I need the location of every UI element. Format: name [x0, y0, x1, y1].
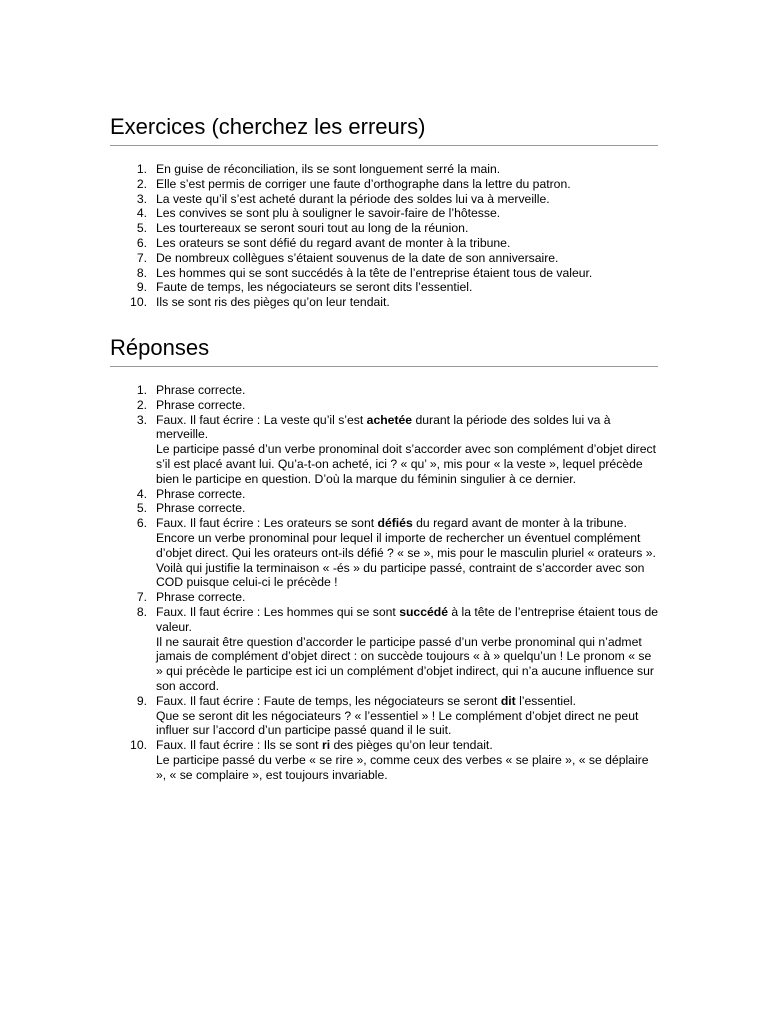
list-item — [110, 398, 658, 413]
list-item — [110, 295, 658, 310]
answers-title: Réponses — [110, 335, 210, 360]
answer-explanation: Il ne saurait être question d’accorder le participe passé d’un verbe pronominal qui n’admet jamais de complément d’objet direct : on succède toujours « à » quelqu’un ! Le pronom « se » qui précède le participe est ici un complément d’objet indirect, qui n’a aucune influence sur son accord. — [156, 634, 654, 693]
item-number: 7. — [136, 250, 147, 265]
corrected-word: ri — [321, 738, 331, 753]
corrected-word: succédé — [399, 604, 448, 619]
item-text: Les tourtereaux se seront souri tout au long de la réunion. — [156, 221, 469, 236]
exercises-title: Exercices (cherchez les erreurs) — [110, 114, 426, 139]
answer-explanation: Que se seront dit les négociateurs ? « l’essentiel » ! Le complément d’objet direct ne peut influer sur l’accord d’un participe passé quand il le suit. — [156, 708, 639, 738]
item-number: 8. — [136, 265, 147, 280]
list-item — [110, 487, 658, 502]
item-number: 10. — [130, 295, 147, 310]
item-number: 4. — [136, 206, 147, 221]
answer-explanation: Encore un verbe pronominal pour lequel il importe de rechercher un éventuel complément d’objet direct. Qui les orateurs ont-ils défié ? « se », mis pour le masculin pluriel « orateurs ». Voilà qui justifie la terminaison « -és » du participe passé, contraint de s’accorder avec son COD puisque celui-ci le précède ! — [156, 530, 656, 590]
correction-text: Faux. Il faut écrire : Faute de temps, les négociateurs se seront — [156, 693, 501, 708]
item-number: 2. — [136, 397, 147, 412]
item-number: 1. — [136, 383, 147, 397]
list-item — [110, 694, 658, 738]
item-number: 9. — [136, 693, 147, 708]
item-number: 9. — [136, 280, 147, 295]
item-number: 5. — [136, 501, 147, 516]
item-number: 2. — [136, 176, 147, 191]
corrected-word: achetée — [366, 412, 413, 427]
item-number: 10. — [130, 738, 147, 753]
answers-section — [110, 335, 658, 783]
corrected-word: défiés — [377, 516, 413, 531]
correction-text: Faux. Il faut écrire : Les orateurs se sont — [156, 516, 378, 531]
correction-text: du regard avant de monter à la tribune. — [412, 516, 627, 531]
list-item — [110, 383, 658, 398]
correction-text: Faux. Il faut écrire : Les hommes qui se sont — [156, 604, 400, 619]
list-item — [110, 516, 658, 590]
answer-line: Phrase correcte. — [156, 590, 246, 605]
list-item — [110, 192, 658, 207]
list-item — [110, 605, 658, 694]
item-number: 1. — [136, 162, 147, 176]
item-text: Les hommes qui se sont succédés à la tête de l’entreprise étaient tous de valeur. — [156, 265, 593, 280]
list-item — [110, 177, 658, 192]
title-divider — [110, 366, 658, 367]
item-text: En guise de réconciliation, ils se sont longuement serré la main. — [156, 162, 501, 176]
item-number: 7. — [136, 590, 147, 605]
item-text: Les orateurs se sont défié du regard avant de monter à la tribune. — [156, 235, 511, 250]
answer-line: Phrase correcte. — [156, 501, 246, 516]
answer-line: Phrase correcte. — [156, 383, 246, 397]
item-text: Ils se sont ris des pièges qu’on leur tendait. — [156, 295, 390, 310]
item-number: 3. — [136, 191, 147, 206]
answer-list — [110, 383, 658, 783]
list-item — [110, 501, 658, 516]
item-number: 6. — [136, 235, 147, 250]
list-item — [110, 162, 658, 177]
correction-text: l’essentiel. — [515, 693, 576, 708]
list-item — [110, 221, 658, 236]
correction-text: durant la période des soldes lui va à merveille. — [156, 412, 611, 442]
answer-explanation: Le participe passé d’un verbe pronominal doit s’accorder avec son complément d’objet direct s’il est placé avant lui. Qu’a-t-on acheté, ici ? « qu’ », mis pour « la veste », lequel précède bien le participe en question. D’où la marque du féminin singulier à ce dernier. — [156, 442, 656, 486]
answer-line: Phrase correcte. — [156, 486, 246, 501]
corrected-word: dit — [500, 693, 516, 708]
exercises-section — [110, 114, 658, 310]
item-text: De nombreux collègues s’étaient souvenus de la date de son anniversaire. — [156, 250, 559, 265]
item-number: 4. — [136, 486, 147, 501]
correction-text: à la tête de l’entreprise étaient tous de valeur. — [156, 604, 659, 634]
answer-line: Phrase correcte. — [156, 397, 246, 412]
answer-correction — [156, 516, 627, 530]
list-item — [110, 280, 658, 295]
item-text: Faute de temps, les négociateurs se seront dits l’essentiel. — [156, 280, 473, 295]
item-number: 8. — [136, 604, 147, 619]
correction-text: Faux. Il faut écrire : Ils se sont — [156, 738, 322, 753]
correction-text: des pièges qu’on leur tendait. — [330, 738, 493, 753]
item-text: Elle s’est permis de corriger une faute d’orthographe dans la lettre du patron. — [156, 176, 571, 191]
list-item — [110, 590, 658, 605]
list-item — [110, 251, 658, 266]
list-item — [110, 206, 658, 221]
list-item — [110, 266, 658, 281]
item-number: 5. — [136, 221, 147, 236]
answer-correction — [156, 694, 576, 708]
item-number: 3. — [136, 412, 147, 427]
list-item — [110, 236, 658, 251]
item-number: 6. — [136, 516, 147, 531]
list-item — [110, 413, 658, 487]
answer-correction — [156, 738, 493, 752]
answer-correction — [156, 413, 611, 442]
item-text: La veste qu’il s’est acheté durant la période des soldes lui va à merveille. — [156, 191, 550, 206]
item-text: Les convives se sont plu à souligner le savoir-faire de l’hôtesse. — [156, 206, 501, 221]
list-item — [110, 738, 658, 782]
correction-text: Faux. Il faut écrire : La veste qu’il s’est — [156, 412, 367, 427]
answer-correction — [156, 605, 658, 634]
exercise-list — [110, 162, 658, 310]
answer-explanation: Le participe passé du verbe « se rire », comme ceux des verbes « se plaire », « se déplaire », « se complaire », est toujours invariable. — [156, 752, 649, 782]
title-divider — [110, 145, 658, 146]
